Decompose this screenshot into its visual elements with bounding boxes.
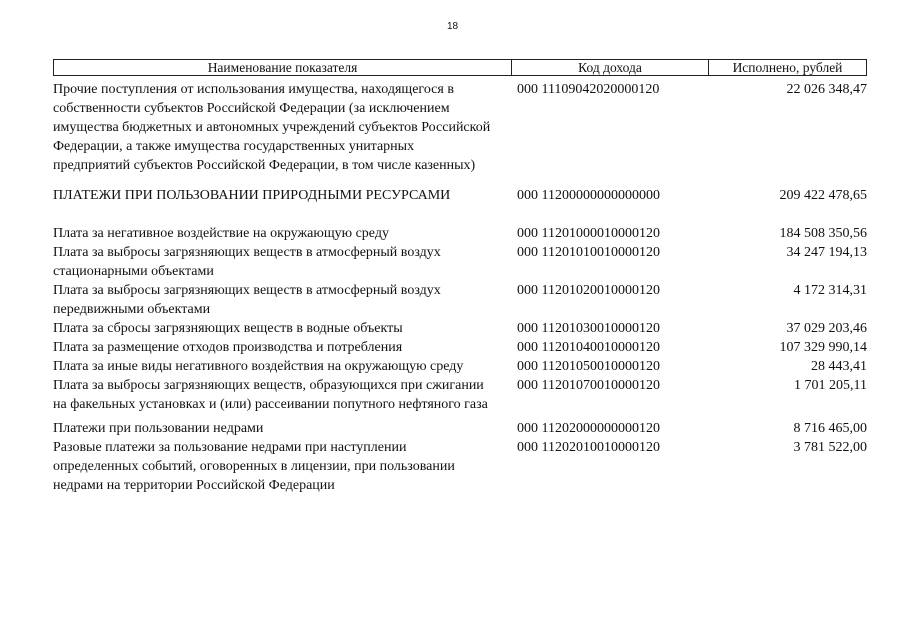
- row-amount: 107 329 990,14: [779, 340, 867, 355]
- table-row: [53, 281, 867, 319]
- row-amount: 8 716 465,00: [793, 421, 867, 436]
- row-amount: 34 247 194,13: [786, 245, 867, 260]
- table-body: [53, 80, 867, 495]
- column-header-code: Код дохода: [512, 60, 709, 75]
- table-row: [53, 376, 867, 414]
- row-code: 000 11201040010000120: [516, 340, 660, 355]
- row-name: Плата за выбросы загрязняющих веществ в атмосферный воздух стационарными объектами: [53, 245, 441, 279]
- table-row: [53, 186, 867, 205]
- row-code: 000 11201050010000120: [516, 359, 660, 374]
- row-code: 000 11201000010000120: [516, 226, 660, 241]
- row-code: 000 11201020010000120: [516, 283, 660, 298]
- row-name: Разовые платежи за пользование недрами при наступлении определенных событий, оговоренных в лицензии, при пользовании недрами на территории Российской Федерации: [53, 440, 455, 493]
- row-name: Плата за выбросы загрязняющих веществ в атмосферный воздух передвижными объектами: [53, 283, 441, 317]
- row-amount: 1 701 205,11: [794, 378, 867, 393]
- row-amount: 184 508 350,56: [779, 226, 867, 241]
- row-amount: 4 172 314,31: [793, 283, 867, 298]
- row-name: Платежи при пользовании недрами: [53, 421, 264, 436]
- table-row: [53, 357, 867, 376]
- table-row: [53, 438, 867, 495]
- row-code: 000 11201010010000120: [516, 245, 660, 260]
- page-number: 18: [446, 21, 459, 32]
- row-code: 000 11109042020000120: [516, 82, 660, 97]
- row-name: Прочие поступления от использования имущества, находящегося в собственности субъектов Российской Федерации (за исключением имущества бюджетных и автономных учреждений субъектов Российской Федерации, а также имущества государственных унитарных предприятий субъектов Российской Федерации, в том числе казенных): [53, 82, 491, 173]
- table-header: [53, 59, 867, 76]
- row-amount: 37 029 203,46: [786, 321, 867, 336]
- row-code: 000 11202010010000120: [516, 440, 660, 455]
- row-code: 000 11201070010000120: [516, 378, 660, 393]
- row-amount: 209 422 478,65: [779, 188, 867, 203]
- table-row: [53, 419, 867, 438]
- row-amount: 28 443,41: [811, 359, 867, 374]
- row-name: Плата за размещение отходов производства и потребления: [53, 340, 403, 355]
- table-row: [53, 243, 867, 281]
- row-name: Плата за сбросы загрязняющих веществ в водные объекты: [53, 321, 403, 336]
- row-amount: 3 781 522,00: [793, 440, 867, 455]
- row-code: 000 11200000000000000: [516, 188, 660, 203]
- row-name: Плата за выбросы загрязняющих веществ, образующихся при сжигании на факельных установках и (или) рассеивании попутного нефтяного газа: [53, 378, 488, 412]
- row-name: Плата за негативное воздействие на окружающую среду: [53, 226, 389, 241]
- row-amount: 22 026 348,47: [786, 82, 867, 97]
- table-row: [53, 224, 867, 243]
- table-row: [53, 80, 867, 175]
- column-header-name: Наименование показателя: [54, 60, 512, 75]
- table-row: [53, 319, 867, 338]
- column-header-executed: Исполнено, рублей: [732, 60, 843, 75]
- row-code: 000 11202000000000120: [516, 421, 660, 436]
- row-code: 000 11201030010000120: [516, 321, 660, 336]
- row-name: ПЛАТЕЖИ ПРИ ПОЛЬЗОВАНИИ ПРИРОДНЫМИ РЕСУРСАМИ: [53, 188, 451, 203]
- row-name: Плата за иные виды негативного воздействия на окружающую среду: [53, 359, 464, 374]
- table-row: [53, 338, 867, 357]
